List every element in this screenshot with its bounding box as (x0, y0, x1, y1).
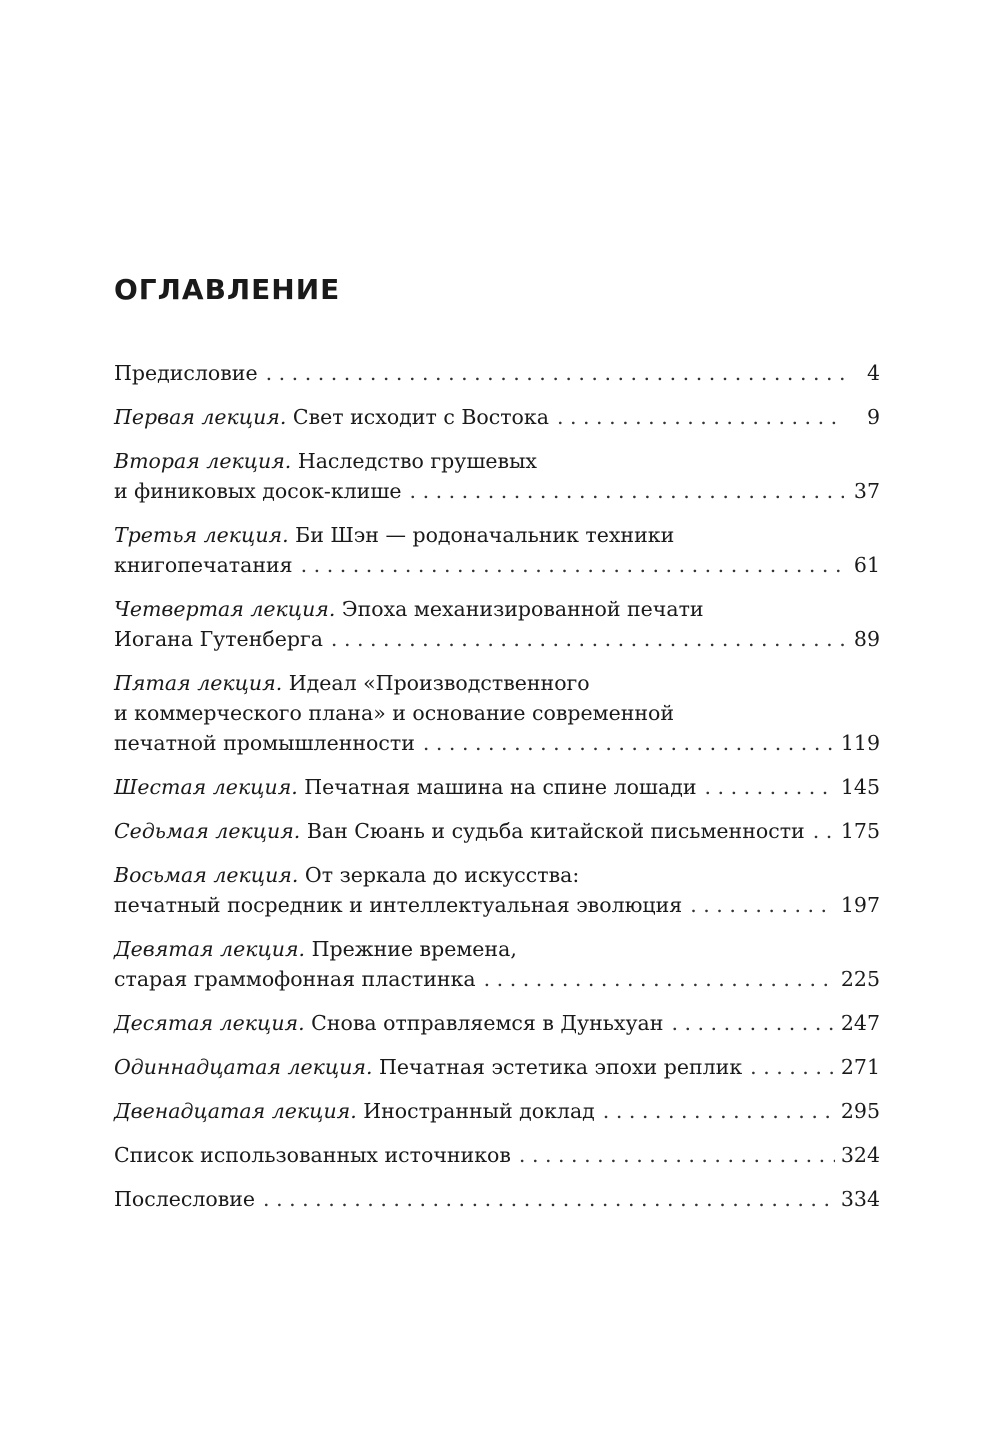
toc-entry-title: Свет исходит с Востока (286, 405, 549, 429)
toc-entry-line (114, 1052, 880, 1082)
page-number: 175 (840, 819, 880, 843)
toc-entry-text (114, 1008, 663, 1038)
dot-leader (301, 550, 844, 580)
toc-entry-line (114, 624, 880, 654)
toc-entry-title: Иностранный доклад (356, 1099, 595, 1123)
toc-entry[interactable] (114, 1140, 880, 1170)
toc-entry[interactable] (114, 520, 880, 580)
toc-entry[interactable] (114, 1052, 880, 1082)
toc-entry-title: Печатная эстетика эпохи реплик (372, 1055, 743, 1079)
toc-entry-text (114, 624, 323, 654)
toc-entry-lecture-label: Двенадцатая лекция. (114, 1099, 357, 1123)
toc-entry-text (114, 728, 415, 758)
toc-entry[interactable] (114, 1184, 880, 1214)
toc-entry-title: Предисловие (114, 361, 258, 385)
dot-leader (423, 728, 835, 758)
toc-entry-text (114, 816, 805, 846)
toc-entry-text (114, 402, 549, 432)
toc-entry-text (114, 1052, 742, 1082)
toc-entry-title: книгопечатания (114, 553, 293, 577)
toc-entry[interactable] (114, 594, 880, 654)
toc-entry-text (114, 860, 579, 890)
toc-entry-title: Идеал «Производственного (282, 671, 590, 695)
toc-entry-text (114, 1140, 511, 1170)
toc-entry-title: Наследство грушевых (291, 449, 537, 473)
toc-entry-line (114, 772, 880, 802)
dot-leader (266, 358, 844, 388)
toc-entry-title: Снова отправляемся в Дуньхуан (304, 1011, 664, 1035)
toc-entry[interactable] (114, 772, 880, 802)
page-number: 37 (853, 479, 880, 503)
toc-entry-line (114, 890, 880, 920)
dot-leader (705, 772, 835, 802)
toc-entry-line (114, 816, 880, 846)
toc-list (114, 358, 880, 1214)
toc-entry-title: печатной промышленности (114, 731, 415, 755)
toc-entry-line (114, 1184, 880, 1214)
page-number: 295 (840, 1099, 880, 1123)
toc-entry[interactable] (114, 668, 880, 758)
toc-entry-line (114, 1008, 880, 1038)
toc-entry-line (114, 728, 880, 758)
toc-entry-title: Иогана Гутенберга (114, 627, 323, 651)
toc-entry-title: Печатная машина на спине лошади (297, 775, 697, 799)
toc-entry-line (114, 402, 880, 432)
toc-entry-title: Послесловие (114, 1187, 256, 1211)
dot-leader (750, 1052, 835, 1082)
page-number: 334 (840, 1187, 880, 1211)
toc-entry-line (114, 550, 880, 580)
toc-entry-text (114, 476, 402, 506)
toc-entry-text (114, 668, 590, 698)
dot-leader (813, 816, 835, 846)
page-number: 89 (853, 627, 880, 651)
toc-entry-line (114, 964, 880, 994)
toc-entry[interactable] (114, 1008, 880, 1038)
dot-leader (603, 1096, 835, 1126)
toc-entry-line (114, 594, 880, 624)
toc-entry-text (114, 520, 674, 550)
toc-entry[interactable] (114, 934, 880, 994)
toc-page (114, 270, 880, 1228)
toc-entry[interactable] (114, 1096, 880, 1126)
toc-entry[interactable] (114, 816, 880, 846)
toc-entry-lecture-label: Шестая лекция. (114, 775, 298, 799)
page-number: 324 (840, 1143, 880, 1167)
toc-entry-lecture-label: Восьмая лекция. (114, 863, 299, 887)
toc-entry-text (114, 698, 674, 728)
toc-entry-text (114, 1184, 255, 1214)
toc-entry[interactable] (114, 402, 880, 432)
toc-entry-title: Эпоха механизированной печати (335, 597, 704, 621)
toc-entry-lecture-label: Четвертая лекция. (114, 597, 336, 621)
toc-entry-lecture-label: Пятая лекция. (114, 671, 283, 695)
toc-entry-line (114, 698, 880, 728)
toc-entry[interactable] (114, 358, 880, 388)
toc-title: ОГЛАВЛЕНИЕ (114, 273, 341, 306)
dot-leader (519, 1140, 835, 1170)
toc-entry-text (114, 964, 476, 994)
dot-leader (410, 476, 844, 506)
toc-entry[interactable] (114, 446, 880, 506)
toc-entry-title: печатный посредник и интеллектуальная эволюция (114, 893, 683, 917)
toc-entry-text (114, 446, 537, 476)
toc-entry-title: Ван Сюань и судьба китайской письменности (300, 819, 805, 843)
toc-entry[interactable] (114, 860, 880, 920)
page-number: 271 (840, 1055, 880, 1079)
toc-entry-text (114, 1096, 595, 1126)
toc-entry-lecture-label: Третья лекция. (114, 523, 289, 547)
toc-entry-text (114, 358, 258, 388)
toc-entry-line (114, 1096, 880, 1126)
dot-leader (671, 1008, 834, 1038)
dot-leader (484, 964, 835, 994)
toc-entry-title: и финиковых досок-клише (114, 479, 402, 503)
toc-entry-title: Список использованных источников (114, 1143, 511, 1167)
toc-entry-line (114, 860, 880, 890)
page-number: 225 (840, 967, 880, 991)
toc-entry-title: Би Шэн — родоначальник техники (288, 523, 675, 547)
toc-entry-lecture-label: Одиннадцатая лекция. (114, 1055, 373, 1079)
toc-entry-text (114, 890, 682, 920)
page-number: 247 (840, 1011, 880, 1035)
toc-entry-lecture-label: Десятая лекция. (114, 1011, 305, 1035)
dot-leader (263, 1184, 835, 1214)
toc-entry-line (114, 668, 880, 698)
page-number: 9 (866, 405, 880, 429)
toc-entry-lecture-label: Седьмая лекция. (114, 819, 301, 843)
toc-entry-text (114, 934, 517, 964)
toc-entry-line (114, 476, 880, 506)
page-number: 119 (840, 731, 880, 755)
toc-entry-line (114, 934, 880, 964)
toc-entry-lecture-label: Вторая лекция. (114, 449, 292, 473)
page-number: 4 (866, 361, 880, 385)
toc-entry-title: и коммерческого плана» и основание современной (114, 701, 675, 725)
toc-entry-text (114, 772, 697, 802)
page-number: 61 (853, 553, 880, 577)
toc-entry-title: От зеркала до искусства: (298, 863, 580, 887)
toc-entry-title: старая граммофонная пластинка (114, 967, 476, 991)
page-number: 145 (840, 775, 880, 799)
toc-entry-line (114, 358, 880, 388)
toc-entry-line (114, 520, 880, 550)
toc-entry-lecture-label: Девятая лекция. (114, 937, 306, 961)
toc-entry-text (114, 550, 293, 580)
dot-leader (690, 890, 835, 920)
toc-entry-line (114, 446, 880, 476)
toc-entry-lecture-label: Первая лекция. (114, 405, 287, 429)
page-number: 197 (840, 893, 880, 917)
toc-entry-text (114, 594, 704, 624)
dot-leader (331, 624, 844, 654)
toc-entry-title: Прежние времена, (305, 937, 517, 961)
dot-leader (557, 402, 844, 432)
toc-entry-line (114, 1140, 880, 1170)
